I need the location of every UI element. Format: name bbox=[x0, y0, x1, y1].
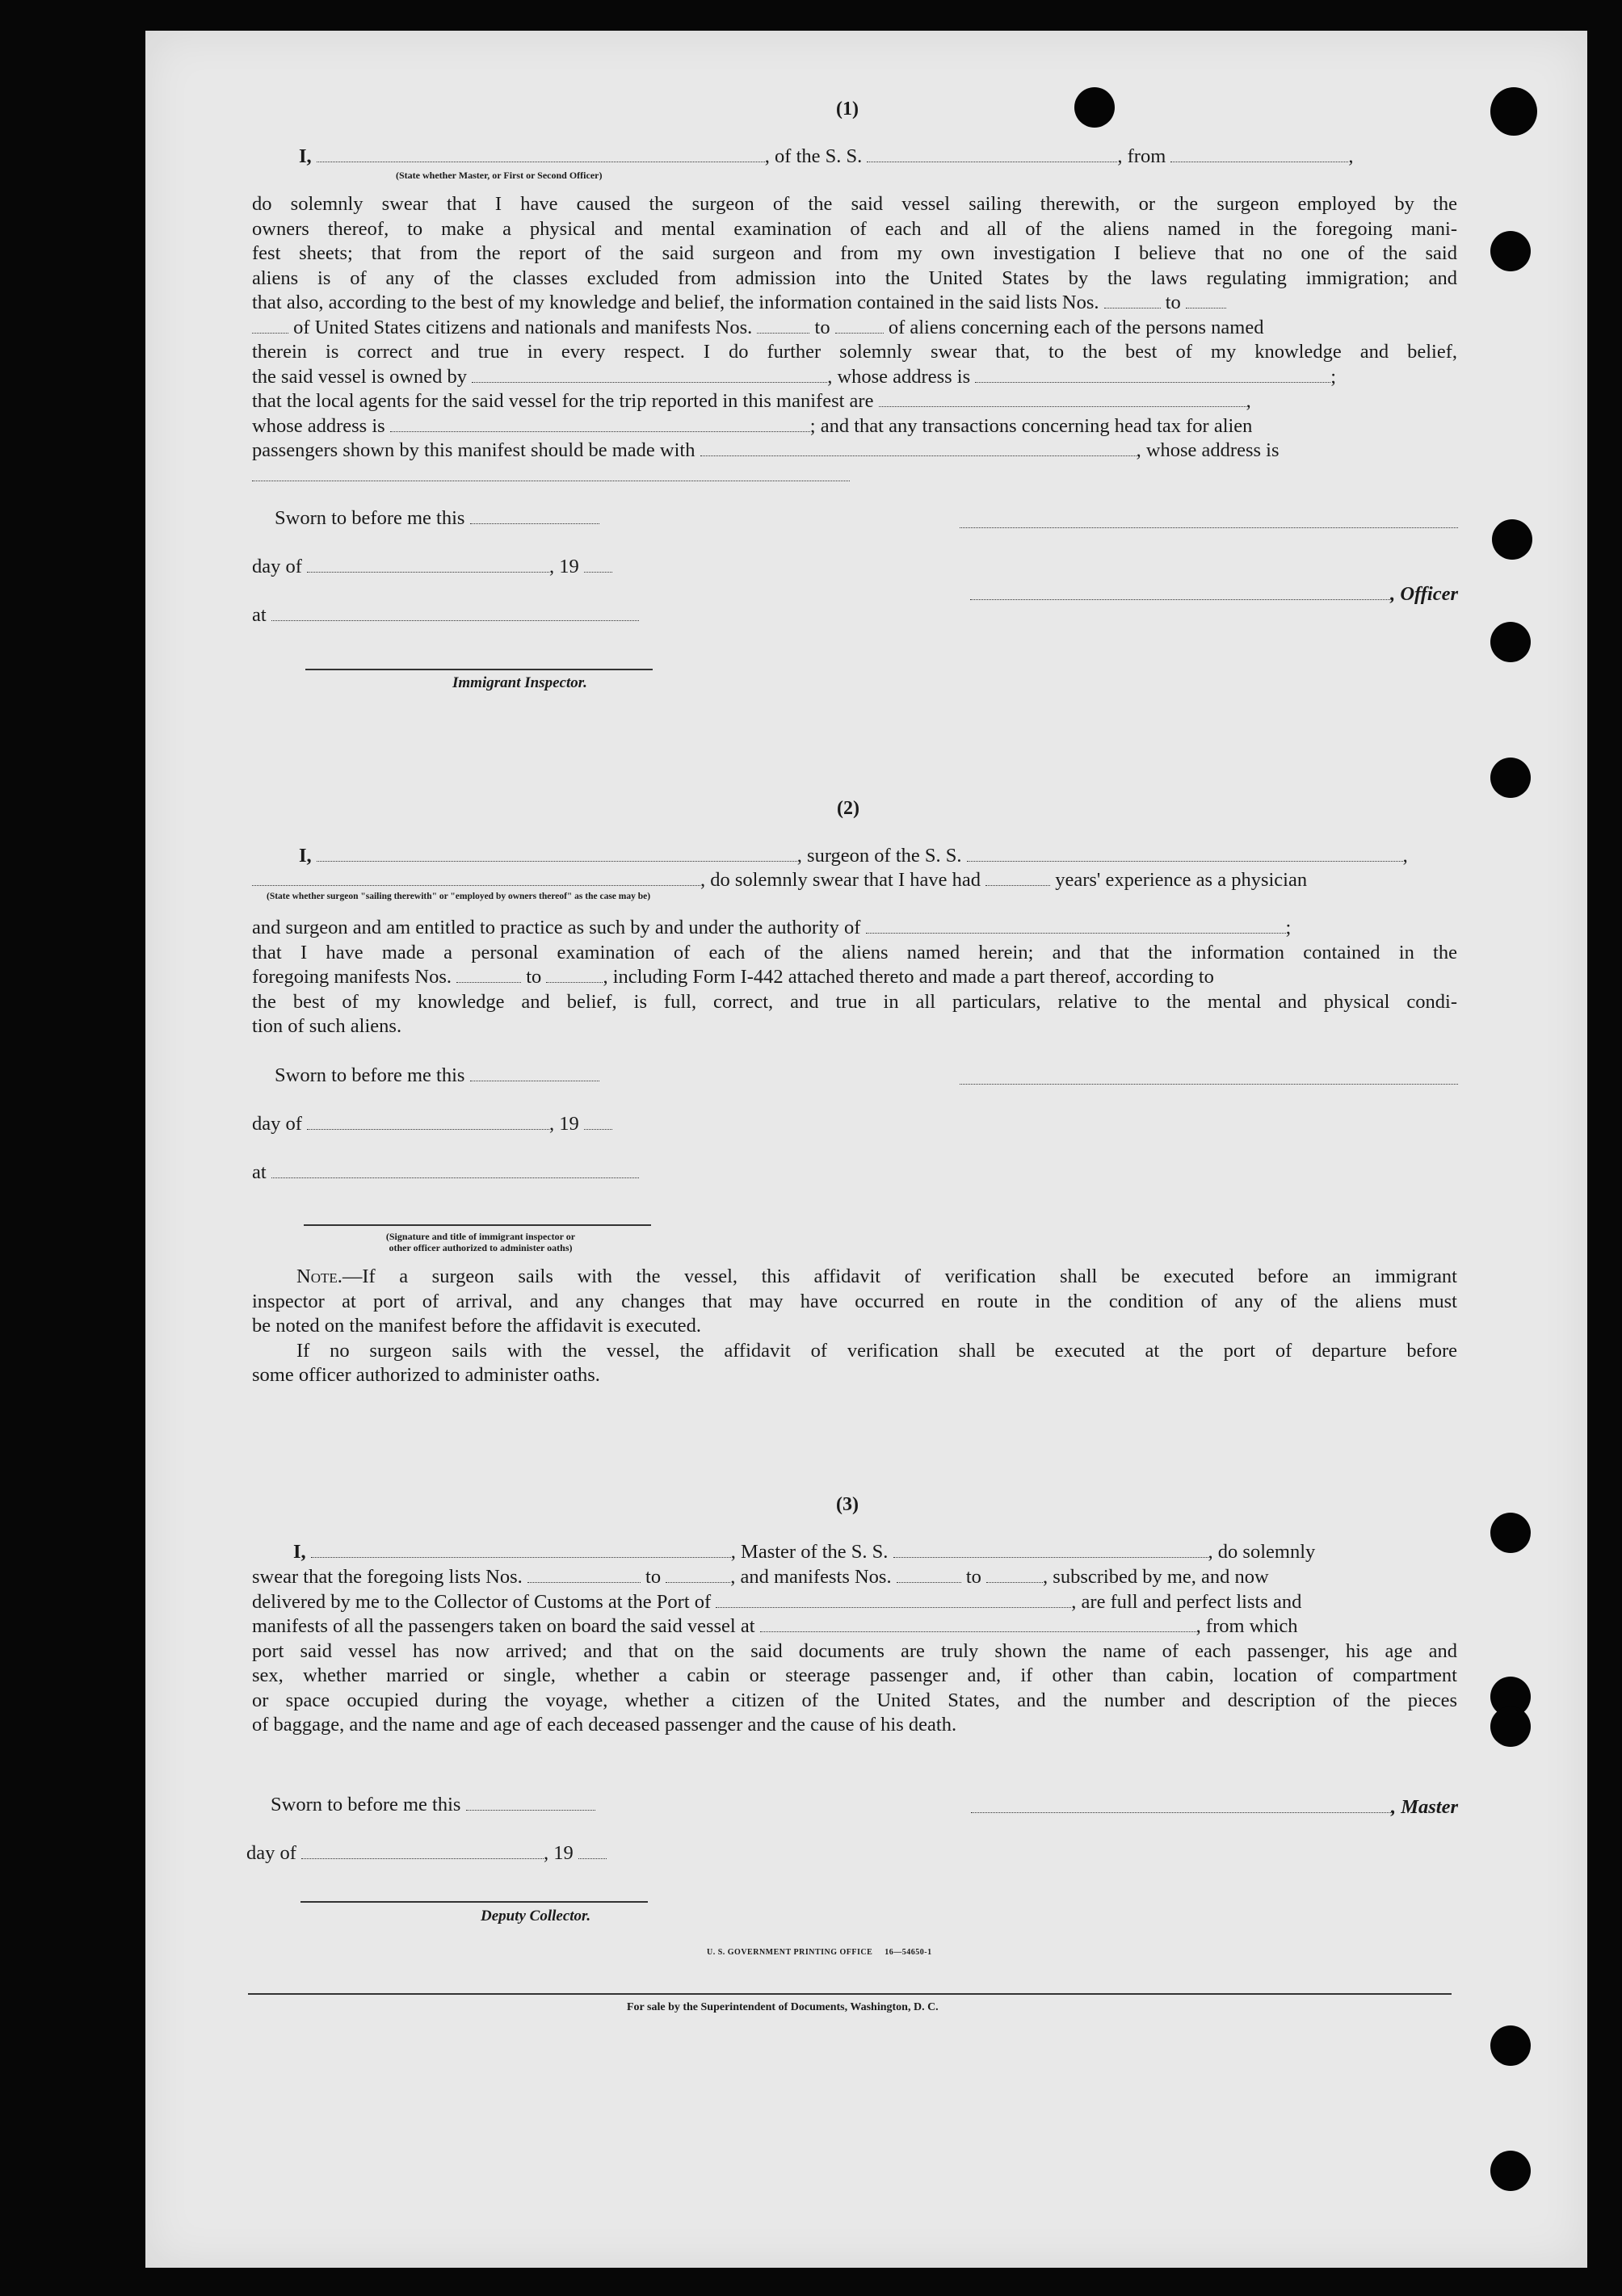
body-text: to bbox=[965, 1566, 981, 1588]
officer-title-blank[interactable] bbox=[970, 598, 1390, 600]
from-label: , from bbox=[1117, 145, 1166, 167]
section1-body bbox=[252, 192, 1457, 488]
section-number: (3) bbox=[836, 1494, 859, 1515]
deputy-label: Deputy Collector. bbox=[481, 1908, 591, 1925]
year-blank[interactable] bbox=[584, 570, 612, 573]
section-number: (2) bbox=[837, 798, 859, 819]
master-vessel-blank[interactable] bbox=[893, 1555, 1208, 1558]
punch-hole bbox=[1490, 1706, 1531, 1747]
master-manifest-from-blank[interactable] bbox=[897, 1580, 961, 1583]
agents-blank[interactable] bbox=[879, 405, 1246, 407]
oath-start: I, bbox=[293, 1541, 306, 1563]
oath-line: I, , of the S. S. , from , bbox=[299, 145, 1354, 167]
punch-hole bbox=[1490, 2025, 1531, 2066]
day-of-line bbox=[246, 1842, 607, 1865]
body-text: foregoing manifests Nos. bbox=[252, 966, 452, 988]
body-text: passengers shown by this manifest should be made with bbox=[252, 439, 695, 461]
note-line: some officer authorized to administer oaths. bbox=[252, 1364, 600, 1386]
embark-port-blank[interactable] bbox=[760, 1630, 1196, 1632]
inspector-label: Immigrant Inspector. bbox=[452, 674, 587, 691]
day-of-label: day of bbox=[246, 1842, 296, 1864]
body-line: tion of such aliens. bbox=[252, 1015, 402, 1037]
body-text: , and manifests Nos. bbox=[730, 1566, 892, 1588]
sworn-day-blank[interactable] bbox=[470, 522, 599, 524]
surgeon-vessel-blank[interactable] bbox=[967, 859, 1403, 862]
day-of-line bbox=[252, 556, 612, 578]
lists-to-blank[interactable] bbox=[666, 1580, 730, 1583]
body-line: and surgeon and am entitled to practice as such by and under the authority of ; bbox=[252, 917, 1292, 938]
section2-body bbox=[252, 916, 1457, 1039]
month-blank[interactable] bbox=[307, 1127, 549, 1130]
port-blank[interactable] bbox=[716, 1606, 1071, 1608]
officer-name-blank[interactable] bbox=[317, 160, 765, 162]
master-line bbox=[293, 1541, 1315, 1564]
punch-hole bbox=[1490, 622, 1531, 662]
year-blank[interactable] bbox=[578, 1857, 607, 1859]
note-line: be noted on the manifest before the affidavit is executed. bbox=[252, 1315, 702, 1337]
body-line bbox=[252, 316, 1457, 341]
head-tax-party-blank[interactable] bbox=[700, 454, 1137, 456]
punch-hole bbox=[1074, 87, 1115, 128]
note-label: Note. bbox=[296, 1266, 342, 1287]
vessel-name-blank[interactable] bbox=[867, 160, 1117, 162]
officer-signature-line[interactable] bbox=[304, 1224, 651, 1226]
body-text: , subscribed by me, and now bbox=[1043, 1566, 1269, 1588]
year-label: , 19 bbox=[549, 1113, 579, 1135]
body-line: fest sheets; that from the report of the said surgeon and from my own investigation I believe that no one of the said bbox=[252, 242, 1457, 264]
body-line: port said vessel has now arrived; and that on the said documents are truly shown the name of each passenger, his age and bbox=[252, 1639, 1457, 1662]
body-line bbox=[252, 439, 1457, 464]
master-signature-line bbox=[952, 1796, 1458, 1819]
at-line bbox=[252, 604, 639, 627]
body-text: , from which bbox=[1195, 1615, 1298, 1637]
body-text: and surgeon and am entitled to practice as such by and under the authority of bbox=[252, 917, 861, 938]
body-text: of United States citizens and nationals and manifests Nos. bbox=[293, 316, 753, 338]
sworn-line bbox=[275, 1064, 599, 1087]
printing-office-line: U. S. GOVERNMENT PRINTING OFFICE 16—54650-1 bbox=[707, 1948, 932, 1957]
body-text: , whose address is bbox=[1136, 439, 1280, 461]
at-label: at bbox=[252, 604, 267, 626]
body-line bbox=[252, 291, 1457, 316]
list-from-blank[interactable] bbox=[1104, 306, 1161, 309]
note-line: If no surgeon sails with the vessel, the affidavit of verification shall be executed at the port of departure before bbox=[296, 1339, 1457, 1362]
swear-label: , do solemnly swear that I have had bbox=[700, 869, 981, 891]
from-port-blank[interactable] bbox=[1170, 160, 1348, 162]
manifest-to-blank[interactable] bbox=[835, 331, 884, 334]
body-line: or space occupied during the voyage, whether a citizen of the United States, and the number and description of the pieces bbox=[252, 1689, 1457, 1711]
document-page bbox=[145, 31, 1587, 2268]
punch-hole bbox=[1490, 758, 1531, 798]
body-text: to bbox=[526, 966, 542, 988]
note-text: —If a surgeon sails with the vessel, this affidavit of verification shall be executed before an immigrant bbox=[342, 1266, 1457, 1287]
note-block bbox=[252, 1265, 1457, 1388]
body-line: do solemnly swear that I have caused the surgeon of the said vessel sailing therewith, or the surgeon employed by the bbox=[252, 193, 1457, 215]
body-line: therein is correct and true in every respect. I do further solemnly swear that, to the best of my knowledge and belief, bbox=[252, 341, 1457, 363]
years-blank[interactable] bbox=[985, 884, 1050, 886]
master-of-label: , Master of the S. S. bbox=[730, 1541, 889, 1563]
master-signature-blank[interactable] bbox=[971, 1811, 1391, 1813]
authority-blank[interactable] bbox=[866, 931, 1286, 934]
day-of-line bbox=[252, 1113, 612, 1135]
surgeon-line-2 bbox=[252, 869, 1307, 892]
body-line: of baggage, and the name and age of each deceased passenger and the cause of his death. bbox=[252, 1714, 957, 1736]
body-line bbox=[252, 965, 1457, 990]
surgeon-signature-line[interactable] bbox=[960, 1084, 1458, 1085]
month-blank[interactable] bbox=[307, 570, 549, 573]
sworn-line bbox=[271, 1794, 595, 1816]
deputy-signature-line[interactable] bbox=[300, 1901, 648, 1903]
body-line bbox=[252, 464, 1457, 489]
footer-rule bbox=[248, 1993, 1452, 1995]
body-text: of aliens concerning each of the persons named bbox=[888, 316, 1264, 338]
for-sale-line: For sale by the Superintendent of Documents, Washington, D. C. bbox=[627, 2001, 939, 2013]
officer-label: , Officer bbox=[1390, 583, 1458, 605]
surgeon-hint: (State whether surgeon "sailing therewith" or "employed by owners thereof" as the case may be) bbox=[267, 892, 651, 901]
master-label: , Master bbox=[1390, 1796, 1458, 1818]
officer-hint: (State whether Master, or First or Second Officer) bbox=[396, 170, 603, 181]
surgeon-manifest-to-blank[interactable] bbox=[546, 980, 603, 983]
signature-hint bbox=[311, 1231, 650, 1253]
surgeon-name-blank[interactable] bbox=[317, 859, 797, 862]
note-line bbox=[252, 1265, 1457, 1290]
body-line: that the local agents for the said vessel for the trip reported in this manifest are , bbox=[252, 390, 1251, 412]
at-line bbox=[252, 1161, 639, 1184]
signature-hint-line: other officer authorized to administer oaths) bbox=[389, 1242, 573, 1253]
body-line: owners thereof, to make a physical and mental examination of each and all of the aliens named in the foregoing mani- bbox=[252, 217, 1457, 240]
body-line bbox=[252, 1590, 1457, 1615]
surgeon-manifest-from-blank[interactable] bbox=[456, 980, 521, 983]
body-text: whose address is bbox=[252, 414, 385, 437]
body-text: , whose address is bbox=[827, 365, 971, 388]
manifest-from-blank[interactable] bbox=[757, 331, 809, 334]
surgeon-line: I, , surgeon of the S. S. , bbox=[299, 845, 1408, 867]
body-text: to bbox=[645, 1566, 662, 1588]
month-blank[interactable] bbox=[301, 1857, 544, 1859]
oath-start: I, bbox=[299, 145, 312, 167]
body-text: the said vessel is owned by bbox=[252, 365, 468, 388]
lists-from-blank[interactable] bbox=[527, 1580, 641, 1583]
body-text: ; and that any transactions concerning head tax for alien bbox=[809, 414, 1253, 437]
owner-blank[interactable] bbox=[472, 380, 827, 383]
at-place-blank[interactable] bbox=[271, 619, 639, 621]
surgeon-of-label: , surgeon of the S. S. bbox=[796, 845, 962, 867]
punch-hole bbox=[1492, 519, 1532, 560]
body-line bbox=[252, 1565, 1457, 1590]
of-ss-label: , of the S. S. bbox=[764, 145, 863, 167]
body-text: that the local agents for the said vessel for the trip reported in this manifest are bbox=[252, 390, 874, 412]
body-line: sex, whether married or single, whether a cabin or steerage passenger and, if other than cabin, location of compartment bbox=[252, 1664, 1457, 1686]
inspector-signature-line[interactable] bbox=[305, 669, 653, 670]
body-line: aliens is of any of the classes excluded from admission into the United States by the laws regulating immigration; and bbox=[252, 267, 1457, 289]
at-label: at bbox=[252, 1161, 267, 1183]
body-text: , do solemnly bbox=[1208, 1541, 1316, 1563]
punch-hole bbox=[1490, 87, 1537, 136]
day-of-label: day of bbox=[252, 1113, 302, 1135]
note-line: inspector at port of arrival, and any changes that may have occurred en route in the condition of any of the aliens must bbox=[252, 1290, 1457, 1312]
body-text: swear that the foregoing lists Nos. bbox=[252, 1566, 523, 1588]
sworn-day-blank[interactable] bbox=[466, 1808, 595, 1811]
body-text: that also, according to the best of my knowledge and belief, the information contained in the said lists Nos. bbox=[252, 292, 1099, 313]
body-line bbox=[252, 414, 1457, 439]
list-to-cont-blank[interactable] bbox=[252, 331, 288, 334]
body-text: to bbox=[814, 316, 830, 338]
body-line: the best of my knowledge and belief, is full, correct, and true in all particulars, relative to the mental and physical condi- bbox=[252, 990, 1457, 1013]
punch-hole bbox=[1490, 1513, 1531, 1553]
agents-address-blank[interactable] bbox=[390, 430, 810, 432]
sworn-label: Sworn to before me this bbox=[275, 1064, 465, 1086]
punch-hole bbox=[1490, 2151, 1531, 2191]
officer-title-line bbox=[960, 583, 1458, 606]
years-label: years' experience as a physician bbox=[1055, 869, 1308, 891]
body-text: , including Form I-442 attached thereto and made a part thereof, according to bbox=[603, 966, 1214, 988]
master-manifest-to-blank[interactable] bbox=[986, 1580, 1043, 1583]
at-place-blank[interactable] bbox=[271, 1176, 639, 1178]
body-text: manifests of all the passengers taken on board the said vessel at bbox=[252, 1615, 755, 1637]
list-to-blank[interactable] bbox=[1186, 306, 1226, 309]
body-line: that I have made a personal examination of each of the aliens named herein; and that the information contained in the bbox=[252, 941, 1457, 963]
master-name-blank[interactable] bbox=[311, 1555, 731, 1558]
oath-start: I, bbox=[299, 845, 312, 867]
sworn-label: Sworn to before me this bbox=[271, 1794, 461, 1815]
body-text: delivered by me to the Collector of Customs at the Port of bbox=[252, 1590, 712, 1613]
head-tax-address-blank[interactable] bbox=[252, 479, 850, 481]
section3-body bbox=[252, 1565, 1457, 1738]
day-of-label: day of bbox=[252, 556, 302, 577]
owner-address-blank[interactable] bbox=[975, 380, 1330, 383]
punch-hole bbox=[1490, 231, 1531, 271]
sworn-label: Sworn to before me this bbox=[275, 507, 465, 529]
sworn-day-blank[interactable] bbox=[470, 1079, 599, 1081]
sworn-line bbox=[275, 507, 599, 530]
signature-hint-line: (Signature and title of immigrant inspector or bbox=[385, 1231, 576, 1242]
body-line: the said vessel is owned by , whose address is ; bbox=[252, 365, 1337, 388]
surgeon-type-blank[interactable] bbox=[252, 884, 700, 886]
year-label: , 19 bbox=[544, 1842, 574, 1864]
officer-signature-line[interactable] bbox=[960, 527, 1458, 528]
section-number: (1) bbox=[836, 99, 859, 120]
year-label: , 19 bbox=[549, 556, 579, 577]
body-line bbox=[252, 1614, 1457, 1639]
body-text: , are full and perfect lists and bbox=[1071, 1590, 1302, 1613]
year-blank[interactable] bbox=[584, 1127, 612, 1130]
body-text: to bbox=[1165, 292, 1181, 313]
